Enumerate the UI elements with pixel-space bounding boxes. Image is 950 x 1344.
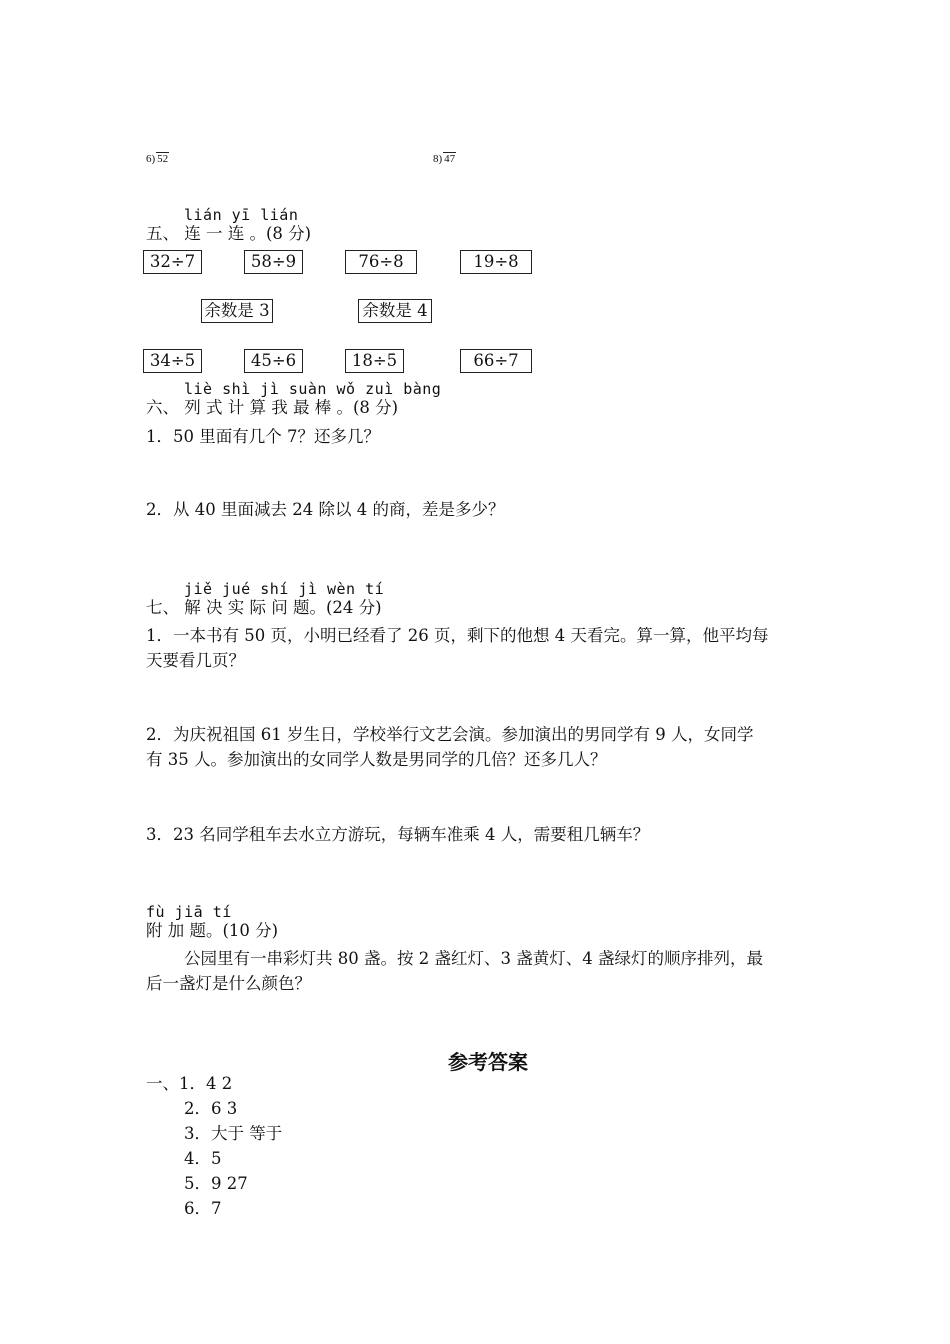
answer-item: 一、1．4 2 [146,1074,233,1093]
match-box[interactable]: 76÷8 [345,250,417,274]
section7-question-2-line-2: 有 35 人。参加演出的女同学人数是男同学的几倍？还多几人？ [146,750,607,769]
section7-title: 七、 解 决 实 际 问 题。(24 分) [146,598,382,617]
section7-question-1-line-1: 1．一本书有 50 页，小明已经看了 26 页，剩下的他想 4 天看完。算一算，他平均每 [146,626,769,645]
bonus-title: 附 加 题。(10 分) [146,921,279,940]
bonus-line-1: 公园里有一串彩灯共 80 盏。按 2 盏红灯、3 盏黄灯、4 盏绿灯的顺序排列，最 [184,949,763,968]
long-division-left: 6) 52 [146,153,169,165]
divisor: 6 [146,153,152,165]
section6-question-2: 2．从 40 里面减去 24 除以 4 的商，差是多少？ [146,500,505,519]
match-box[interactable]: 34÷5 [143,349,202,373]
dividend: 52 [157,153,169,165]
section5-title: 五、 连 一 连 。(8 分) [146,224,312,243]
section7-question-3: 3．23 名同学租车去水立方游玩，每辆车准乘 4 人，需要租几辆车？ [146,825,650,844]
answer-item: 6．7 [184,1199,222,1218]
section5-pinyin: lián yī lián [184,206,299,224]
answer-item: 3．大于 等于 [184,1124,283,1143]
divisor: 8 [433,153,439,165]
section6-title: 六、 列 式 计 算 我 最 棒 。(8 分) [146,398,399,417]
section7-question-2-line-1: 2．为庆祝祖国 61 岁生日，学校举行文艺会演。参加演出的男同学有 9 人，女同学 [146,725,754,744]
match-box[interactable]: 18÷5 [345,349,404,373]
answer-item: 5．9 27 [184,1174,248,1193]
match-box[interactable]: 66÷7 [460,349,532,373]
answer-item: 4．5 [184,1149,222,1168]
section7-pinyin: jiě jué shí jì wèn tí [184,580,385,598]
match-box[interactable]: 45÷6 [244,349,303,373]
section6-pinyin: liè shì jì suàn wǒ zuì bàng [184,380,442,398]
section7-question-1-line-2: 天要看几页？ [146,651,245,670]
bonus-pinyin: fù jiā tí [146,903,232,921]
match-box[interactable]: 58÷9 [244,250,303,274]
match-box[interactable]: 32÷7 [143,250,202,274]
answer-item: 2．6 3 [184,1099,238,1118]
remainder-box[interactable]: 余数是 3 [201,299,273,323]
answers-heading: 参考答案 [448,1050,528,1074]
dividend: 47 [444,153,456,165]
long-division-right: 8) 47 [433,153,456,165]
section6-question-1: 1．50 里面有几个 7？还多几？ [146,427,380,446]
match-box[interactable]: 19÷8 [460,250,532,274]
bonus-line-2: 后一盏灯是什么颜色？ [146,974,311,993]
remainder-box[interactable]: 余数是 4 [358,299,432,323]
